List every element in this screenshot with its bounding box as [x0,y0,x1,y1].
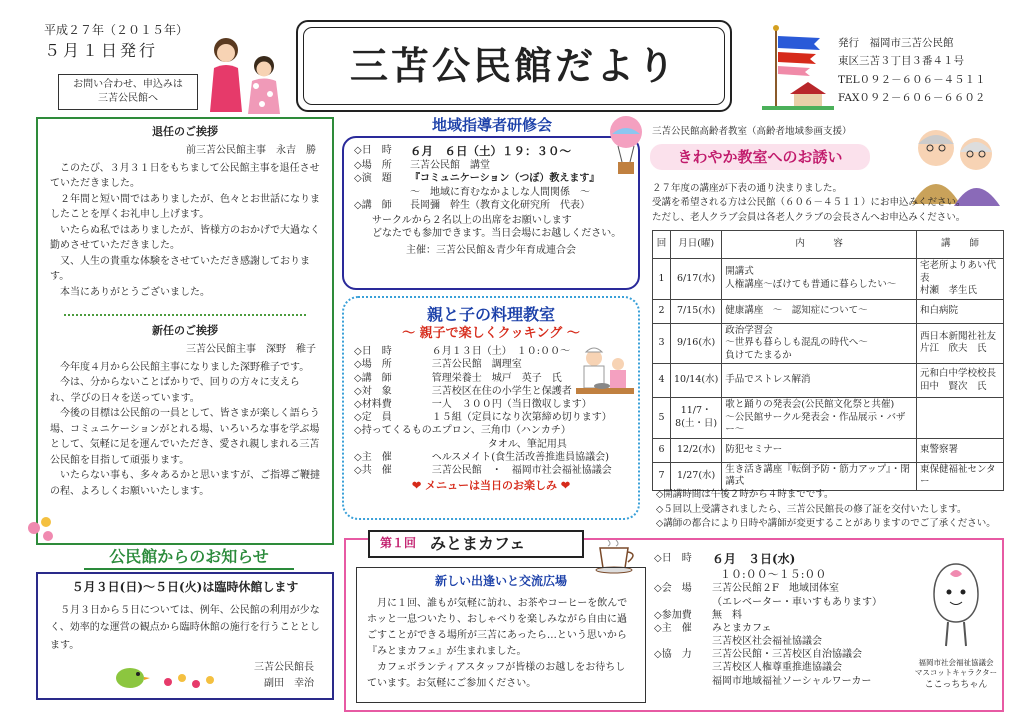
issue-date [44,22,204,63]
detail-row [354,464,612,477]
detail-row [654,661,882,674]
cooking-menu-note: ❤ メニューは当日のお楽しみ ❤ [411,479,571,493]
teacher-cell: 宅老所よりあい代表 村瀬 孝生氏 [916,259,1003,300]
publisher-tel: TEL０９２－６０６－４５１１ [838,73,986,86]
date-cell: 12/2(水) [671,438,722,462]
detail-row [654,648,882,661]
detail-row [654,596,882,609]
newcomer-paragraph: いたらない事も、多々あるかと思いますが、ご指導ご鞭撻の程、よろしくお願いいたします。 [50,470,320,497]
detail-value: １５組（定員になり次第締め切ります） [431,412,612,424]
seniors-intro-1: ２７年度の講座が下表の通り決まりました。 [652,183,843,194]
mascot-name: ここっちちゃん [924,679,988,690]
table-row [653,438,1004,462]
issue-label: ５月１日発行 [44,41,159,61]
column-header: 回 [653,231,671,259]
retire-signature: 前三苫公民館主事 永吉 勝 [186,144,316,156]
retire-paragraph: ２年間と短い間ではありましたが、色々とお世話になりましたことを厚くお礼申し上げます。 [50,193,320,221]
detail-key: ◇対 象 [354,385,392,397]
publisher-fax: FAX０９２－６０６－６６０２ [838,92,986,105]
cooking-box [342,296,640,520]
cooking-illustration [572,344,636,406]
cafe-story-title: 新しい出逢いと交流広場 [434,574,567,588]
table-row [653,299,1004,323]
content-cell: 生き活き講座『転倒予防・筋力アップ』・閉講式 [722,462,917,490]
contact-line-2: 三苫公民館へ [98,92,158,104]
notice-body: ５月３日から５日については、例年、公民館の利用が少なく、効率的な運営の観点から臨時休館の施行を行うこととします。 [50,604,320,651]
detail-row [654,552,882,568]
detail-row [654,622,882,635]
detail-value: 三苫校区在住の小学生と保護者 [431,385,572,397]
publisher-name: 発行 福岡市三苫公民館 [838,37,954,49]
newcomer-paragraph: 今後の目標は公民館の一員として、皆さまが楽しく語らう場、コミュニケーションがとれる場、いろいろな事を学ぶ場として、気軽に足を運んでいただき、愛され親しまれる三苫公民館を目指して頑張ります。 [50,408,320,466]
detail-key: ◇主 催 [654,622,692,634]
detail-value: 三苫公民館２F 地域団体室 [712,583,839,595]
carp-streamer-illustration [762,24,834,110]
girls-illustration [204,24,290,114]
seniors-intro-3: ただし、老人クラブ会員は各老人クラブの会長さんへお申込みください。 [652,211,966,223]
masthead [296,20,732,112]
seniors-intro-2: 受講を希望される方は公民館（６０６－４５１１）にお申込みください。 [652,197,966,209]
content-cell: 防犯セミナー [722,438,917,462]
content-cell: 開講式 人権講座～ぼけても普通に暮らしたい～ [722,259,917,300]
detail-value: １０:００～１５:００ [720,567,827,581]
content-cell: 歌と踊りの発表会(公民館文化祭と共催) ～公民館サークル発表会・作品展示・バザー～ [722,398,917,439]
seniors-schedule-table [652,230,1004,491]
newcomer-signature: 三苫公民館主事 深野 稚子 [186,343,316,355]
detail-value: 三苫公民館 ・ 福岡市社会福祉協議会 [431,464,612,476]
teacher-cell: 和白病院 [916,299,1003,323]
column-header: 内 容 [722,231,917,259]
detail-row [654,675,882,688]
cooking-subtitle: ～ 親子で楽しくクッキング ～ [402,326,580,342]
notice-box [36,572,334,700]
teacher-cell: 西日本新聞社社友 片江 欣夫 氏 [916,323,1003,364]
retire-title: 退任のご挨拶 [152,125,218,138]
table-row [653,364,1004,398]
detail-value: 無 料 [712,609,742,621]
detail-row [354,411,612,424]
publisher-info [838,34,1008,108]
session-number-cell: 2 [653,299,671,323]
detail-value: ６月１３日（土） １０:００～ [431,346,571,358]
cafe-story-paragraph: 月に１回、誰もが気軽に訪れ、お茶やコーヒーを飲んでホッと一息ついたり、おしゃべりを楽しみながら自由に過ごすことができる場所が三苫にあったら…という思いから『みとまカフェ』が生まれました。 [367,597,628,657]
detail-key: ◇日 時 [354,346,392,358]
content-cell: 手品でストレス解消 [722,364,917,398]
detail-row [654,568,882,583]
mascot-illustration [930,560,982,654]
seniors-class-title: きわやか教室へのお誘い [650,144,870,170]
detail-row [654,609,882,622]
detail-key [354,186,410,199]
greetings-box [36,117,334,545]
mascot-caption [906,658,1006,691]
seniors-class-header: 三苫公民館高齢者教室（高齢者地域参画支援） [652,126,852,137]
detail-row [354,172,599,185]
detail-key: ◇講 師 [354,372,392,384]
detail-key: ◇共 催 [354,464,392,476]
era-date: 平成２７年（２０１５年） [44,23,189,37]
newcomer-paragraph: 今年度４月から公民館主事になりました深野稚子です。 [60,361,310,373]
notice-sign-name: 副田 幸治 [264,678,314,689]
detail-value: 三苫公民館 調理室 [431,359,522,371]
detail-row [354,186,599,199]
newsletter-title: 三苫公民館だより [349,43,678,88]
detail-value: 『コミュニケーション（つぼ）教えます』 [410,173,600,185]
notice-sign-role: 三苫公民館長 [254,662,314,673]
cafe-details [654,552,904,688]
cafe-name: みとまカフェ [430,534,526,554]
training-box [342,136,640,290]
table-header-row [653,231,1004,259]
detail-row [354,451,612,464]
date-cell: 11/7・8(土・日) [671,398,722,439]
publisher-address: 東区三苫３丁目３番４１号 [838,55,964,68]
training-title: 地域指導者研修会 [431,116,552,134]
detail-row [654,635,882,648]
date-cell: 7/15(水) [671,299,722,323]
detail-key [354,438,432,451]
detail-key: ◇演 題 [354,173,392,185]
schedule-note: ◇開講時間は午後２時から４時までです。 [656,489,834,500]
column-header: 講 師 [916,231,1003,259]
detail-value: ～ 地域に育むなかよしな人間関係 ～ [410,186,590,198]
mascot-label: マスコットキャラクター [914,667,998,677]
detail-value: 管理栄養士 城戸 英子 氏 [431,372,562,384]
content-cell: 健康講座 ～ 認知症について～ [722,299,917,323]
teacher-cell: 東保健福祉センター [916,462,1003,490]
detail-key: ◇講 師 [354,199,392,211]
flower-illustration [20,508,60,548]
detail-key: ◇定 員 [354,412,392,424]
teacher-cell: 元和白中学校校長 田中 賢次 氏 [916,364,1003,398]
notice-headline: ５月３日(日)～５日(火)は臨時休館します [71,580,299,594]
detail-key: ◇日 時 [354,145,392,156]
balloon-illustration [602,112,650,182]
detail-value: 三苫校区人権尊重推進協議会 [712,662,842,674]
detail-value: タオル、筆記用具 [487,438,567,450]
detail-key: ◇協 力 [654,649,692,661]
date-cell: 1/27(水) [671,462,722,490]
training-note-1: サークルから２名以上の出席をお願いします [372,214,572,226]
contact-line-1: お問い合わせ、申込みは [73,79,183,90]
detail-key [654,635,712,648]
detail-key: ◇場 所 [354,359,392,371]
detail-key: ◇参加費 [654,609,692,621]
detail-value: みとまカフェ [712,622,772,634]
detail-value: 三苫校区社会福祉協議会 [712,636,822,648]
date-cell: 10/14(水) [671,364,722,398]
detail-value: 長岡彌 幹生（教育文化研究所 代表） [410,199,590,211]
schedule-notes [656,488,1016,532]
training-note-2: どなたでも参加できます。当日会場にお越しください。 [372,228,622,240]
cafe-details-table [654,552,882,688]
session-number-cell: 4 [653,364,671,398]
training-details [354,144,599,212]
detail-value: 福岡市地域福祉ソーシャルワーカー [712,675,872,687]
cooking-title: 親と子の料理教室 [426,305,555,324]
schedule-note: ◇５回以上受講されましたら、三苫公民館長の修了証を交付いたします。 [656,503,967,515]
detail-key [654,675,712,688]
column-header: 月日(曜) [671,231,722,259]
detail-value: ６月 ３日(水) [712,552,796,566]
table-row [653,398,1004,439]
table-row [653,323,1004,364]
cafe-story [356,567,646,703]
detail-key [654,596,712,609]
cafe-number: 第１回 [380,536,417,551]
seniors-intro [652,182,1012,225]
session-number-cell: 1 [653,259,671,300]
training-sponsor: 主催：三苫公民館＆青少年育成連合会 [406,245,576,257]
session-number-cell: 3 [653,323,671,364]
detail-key [654,568,712,583]
detail-key: ◇日 時 [654,553,692,564]
detail-value: ６月 ６日（土）１９：３０～ [410,144,571,158]
retire-paragraph: いたらぬ私ではありましたが、皆様方のおかげで大過なく勤めさせていただきました。 [50,224,320,252]
detail-key [654,661,712,674]
detail-row [354,144,599,159]
notice-section-title: 公民館からのお知らせ [84,546,294,567]
detail-key: ◇会 場 [654,583,692,595]
cafe-title-tab [368,530,584,558]
detail-row [354,424,612,437]
date-cell: 9/16(水) [671,323,722,364]
detail-value: （エレベーター・車いすもあります） [712,596,882,608]
detail-key: ◇材料費 [354,399,392,411]
detail-key: ◇主 催 [354,451,392,463]
detail-value: ヘルスメイト(食生活改善推進員協議会) [431,451,610,463]
retire-paragraph: 又、人生の貴重な体験をさせていただき感謝しております。 [50,255,310,283]
session-number-cell: 5 [653,398,671,439]
detail-row [654,582,882,595]
detail-row [354,199,599,212]
detail-row [354,159,599,172]
table-row [653,259,1004,300]
cafe-story-paragraph: カフェボランティアスタッフが皆様のお越しをお待ちしています。お気軽にご参加ください。 [367,661,626,689]
detail-value: エプロン、三角巾（ハンカチ） [431,425,571,437]
bird-flowers-illustration [108,660,218,694]
retire-paragraph: このたび、３月３１日をもちまして公民館主事を退任させていただきました。 [50,162,320,190]
newcomer-paragraph: 今は、分からないことばかりで、回りの方々に支えられ、学びの日々を送っています。 [50,377,300,404]
table-row [653,462,1004,490]
session-number-cell: 6 [653,438,671,462]
teacher-cell [916,398,1003,439]
detail-key: ◇持ってくるもの [354,425,432,437]
retire-paragraph: 本当にありがとうございました。 [60,286,210,298]
vine-divider [64,306,306,316]
detail-value: 三苫公民館・三苫校区自治協議会 [712,649,862,661]
date-cell: 6/17(水) [671,259,722,300]
detail-value: 一人 ３００円（当日徴収します） [431,399,592,411]
content-cell: 政治学習会 ～世界も暮らしも混乱の時代へ～ 負けてたまるか [722,323,917,364]
detail-key: ◇場 所 [354,160,392,172]
detail-row [354,438,612,451]
teacher-cell: 東警察署 [916,438,1003,462]
detail-value: 三苫公民館 講堂 [410,160,490,172]
mascot-org: 福岡市社会福祉協議会 [918,658,994,667]
contact-box [58,74,198,110]
newcomer-title: 新任のご挨拶 [152,324,218,338]
session-number-cell: 7 [653,462,671,490]
schedule-note: ◇講師の都合により日時や講師が変更することがありますのでご了承ください。 [656,518,996,530]
